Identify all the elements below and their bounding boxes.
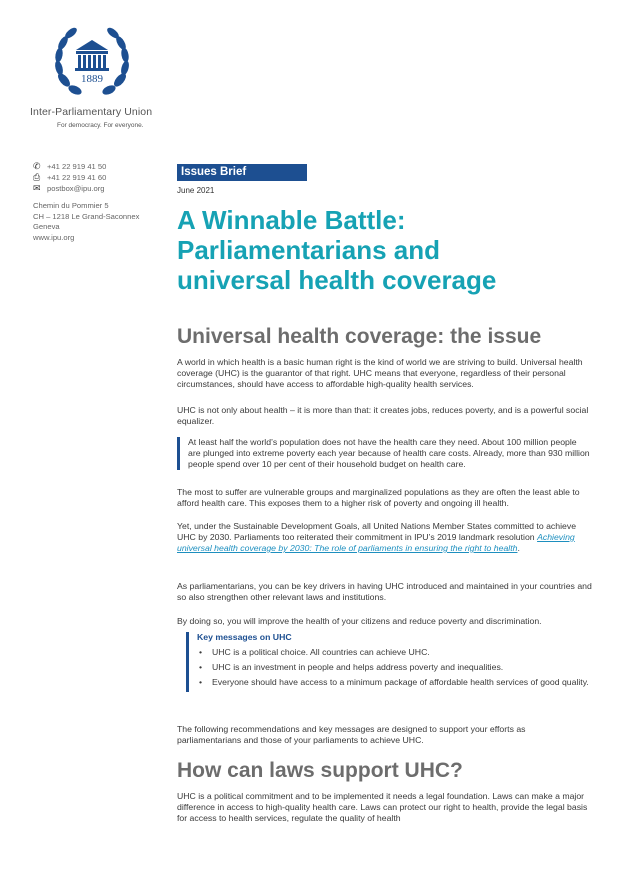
bullet-icon: •: [199, 662, 203, 672]
publication-date: June 2021: [177, 186, 215, 195]
section-heading-issue: Universal health coverage: the issue: [177, 325, 542, 348]
title-line: Parliamentarians and: [177, 235, 440, 265]
list-item-text: UHC is an investment in people and helps address poverty and inequalities.: [212, 662, 504, 672]
laurel-building-emblem: [52, 22, 132, 100]
paragraph: UHC is not only about health – it is more than that: it creates jobs, reduces poverty, and is a powerful social equalizer.: [177, 405, 589, 426]
key-messages-box: [186, 632, 597, 692]
list-item-text: UHC is a political choice. All countries can achieve UHC.: [212, 647, 430, 657]
phone-row: [33, 161, 163, 172]
key-messages-list: [197, 647, 597, 688]
email-row: [33, 183, 163, 194]
fax-number: +41 22 919 41 60: [47, 173, 107, 182]
address-line: Chemin du Pommier 5: [33, 201, 109, 210]
phone-icon: ✆: [33, 161, 41, 171]
address-line: Geneva: [33, 222, 60, 231]
paragraph: By doing so, you will improve the health of your citizens and reduce poverty and discrimination.: [177, 616, 542, 626]
callout-quote: At least half the world’s population does not have the health care they need. About 100 million people are plunged into extreme poverty each year because of health care costs. Already, more than 930 million people spend over 10 per cent of their household budget on health care.: [177, 437, 591, 470]
org-tagline: For democracy. For everyone.: [57, 122, 144, 129]
org-name: Inter-Parliamentary Union: [30, 106, 153, 118]
email-link[interactable]: postbox@ipu.org: [47, 184, 105, 193]
paragraph: As parliamentarians, you can be key drivers in having UHC introduced and maintained in your countries and so also strengthen other relevant laws and institutions.: [177, 581, 592, 602]
title-line: A Winnable Battle:: [177, 205, 406, 235]
list-item: [197, 677, 597, 688]
phone-number[interactable]: +41 22 919 41 50: [47, 162, 107, 171]
list-item: [197, 647, 597, 658]
logo-year: 1889: [81, 73, 103, 85]
paragraph-with-link: [177, 521, 592, 554]
paragraph-text: .: [517, 543, 520, 553]
resolution-link[interactable]: Achieving universal health coverage by 2030: The role of parliaments in ensuring the right to health: [177, 532, 575, 553]
paragraph: The most to suffer are vulnerable groups and marginalized populations as they are often the least able to afford health care. This exposes them to a higher risk of poverty and ongoing ill health.: [177, 487, 580, 508]
list-item-text: Everyone should have access to a minimum package of affordable health services of good quality.: [212, 677, 589, 687]
paragraph: UHC is a political commitment and to be implemented it needs a legal foundation. Laws can make a major difference in access to high-quality health care. Laws can protect our right to health, provide the legal basis for access to health services, regulate the quality of health: [177, 791, 588, 823]
bullet-icon: •: [199, 677, 203, 687]
paragraph-text: Yet, under the Sustainable Development Goals, all United Nations Member States committed to achieve UHC by 2030. Parliaments too reiterated their commitment in IPU’s 2019 landmark resolution: [177, 521, 577, 542]
envelope-icon: ✉: [33, 183, 41, 193]
address: [33, 201, 163, 243]
title-line: universal health coverage: [177, 265, 497, 295]
contact-block: [33, 161, 163, 243]
key-messages-title: Key messages on UHC: [197, 632, 292, 642]
list-item: [197, 662, 597, 673]
fax-row: [33, 172, 163, 183]
paragraph: A world in which health is a basic human right is the kind of world we are striving to build. Universal health coverage (UHC) is the guarantor of that right. UHC means that everyone, regardless of their personal circumstances, should have access to affordable high-quality health services.: [177, 357, 583, 389]
fax-icon: ⎙: [33, 172, 41, 182]
bullet-icon: •: [199, 647, 203, 657]
document-title: [177, 205, 597, 295]
paragraph: The following recommendations and key messages are designed to support your efforts as parliamentarians and those of your parliaments to achieve UHC.: [177, 724, 526, 745]
section-heading-laws: How can laws support UHC?: [177, 759, 463, 782]
issues-brief-badge: Issues Brief: [177, 164, 307, 181]
ipu-logo: [30, 22, 180, 129]
address-line: CH – 1218 Le Grand-Saconnex: [33, 211, 140, 221]
website-link[interactable]: www.ipu.org: [33, 232, 75, 242]
